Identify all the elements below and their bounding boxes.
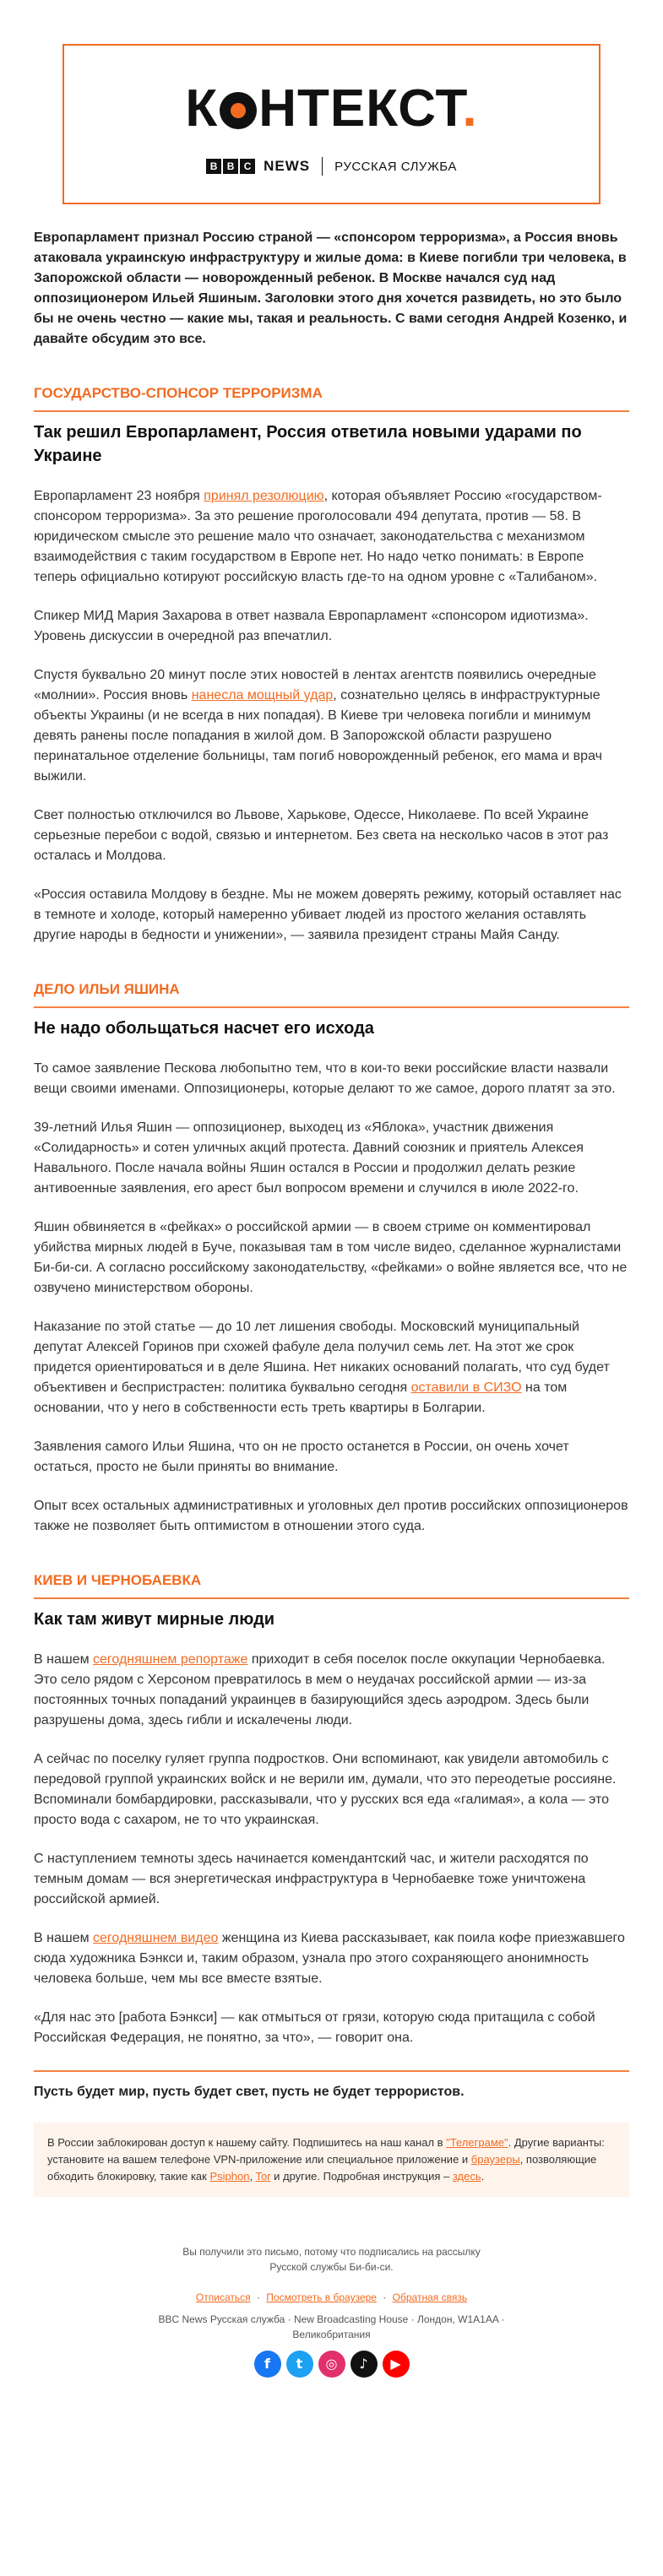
text: . Другие варианты: установите на вашем телефоне VPN-приложение или специальное приложение и [47, 2136, 605, 2166]
blocking-notice [34, 2123, 629, 2197]
intro-text: Европарламент признал Россию страной — «спонсором терроризма», а Россия вновь атаковала украинскую инфраструктуру и жилые дома: в Киеве погибли три человека, в Запорожской области — новорожденный ребенок. В Москве начался суд над оппозиционером Ильей Яшиным. Заголовки этого дня хочется развидеть, но это было бы не очень честно — какие мы, такая и реальность. С вами сегодня Андрей Козенко, и давайте обсудим это все. [34, 230, 628, 346]
unsubscribe-link[interactable]: Отписаться [195, 2291, 251, 2303]
paragraph: Яшин обвиняется в «фейках» о российской армии — в своем стриме он комментировал убийства мирных людей в Буче, показывая там в том числе видео, сделанное журналистами Би-би-си. А согласно российскому законодательству, «фейками» о войне является все, что не озвучено министерством обороны. [34, 1220, 628, 1295]
text: на том основании, что у него в собственности есть треть квартиры в Болгарии. [34, 1380, 568, 1415]
text: и другие. Подробная инструкция – [270, 2170, 453, 2183]
text: , которая объявляет Россию «государством-спонсором терроризма». За это решение проголосовали 494 депутата, против — 58. В юридическом смысле это решение мало что означает, законодательства с механизмом взаимодействия с таким государством в Европе нет. Но надо четко понимать: в Европе теперь официально котируют российскую власть где-то на одном уровне с «Талибаном». [34, 489, 602, 584]
psiphon-link[interactable]: Psiphon [209, 2170, 250, 2183]
paragraph: То самое заявление Пескова любопытно тем, что в кои-то веки российские власти назвали вещи своими именами. Оппозиционеры, которые делают то же самое, дорого платят за это. [34, 1061, 616, 1096]
video-link[interactable]: сегодняшнем видео [93, 1931, 219, 1945]
bbc-blocks-logo [206, 159, 255, 174]
footer [0, 2244, 663, 2411]
newsletter-page [0, 44, 663, 2411]
telegram-link[interactable]: "Телеграме" [446, 2136, 508, 2149]
kontekst-logo [64, 81, 599, 137]
subscription-reason: Вы получили это письмо, потому что подписались на рассылку Русской службы Би-би-си. [182, 2246, 481, 2273]
paragraph: Опыт всех остальных административных и уголовных дел против российских оппозиционеров также не позволяет быть оптимистом в отношении этого суда. [34, 1499, 628, 1533]
section-label: ГОСУДАРСТВО-СПОНСОР ТЕРРОРИЗМА [34, 385, 323, 401]
text: женщина из Киева рассказывает, как поила кофе приезжавшего сюда художника Бэнкси и, таким образом, узнала про этого сохраняющего анонимность человека больше, чем мы все вместе взятые. [34, 1931, 625, 1986]
section-terror-sponsor [0, 383, 663, 946]
tiktok-icon[interactable]: ♪ [351, 2351, 378, 2378]
report-link[interactable]: сегодняшнем репортаже [93, 1652, 248, 1667]
section-divider [34, 1006, 629, 1008]
paragraph [34, 1928, 629, 1989]
paragraph: Спикер МИД Мария Захарова в ответ назвала Европарламент «спонсором идиотизма». Уровень дискуссии в очередной раз впечатлил. [34, 609, 589, 643]
closing-divider [34, 2070, 629, 2072]
paragraph: 39-летний Илья Яшин — оппозиционер, выходец из «Яблока», участник движения «Солидарность» и сотен уличных акций протеста. Давний союзник и приятель Алексея Навального. После начала войны Яшин остался в России и продолжил делать резкие антивоенные заявления, его арест был вопросом времени и случился в июле 2022-го. [34, 1120, 584, 1196]
text: , сознательно целясь в инфраструктурные объекты Украины (и не всегда в них попадая). В Киеве три человека погибли и минимум девять ранены после попадания в жилой дом. В Запорожской области разрушено перинатальное отделение больницы, там погиб новорожденный ребенок, его мама и врач выжили. [34, 688, 602, 784]
section-label: КИЕВ И ЧЕРНОБАЕВКА [34, 1572, 202, 1588]
bbc-russian-logo [64, 157, 599, 176]
browsers-link[interactable]: браузеры [470, 2153, 520, 2166]
footer-separator: · [383, 2291, 387, 2303]
paragraph: «Россия оставила Молдову в бездне. Мы не можем доверять режиму, который оставляет нас в темноте и холоде, который намеренно убивает людей из простого желания оставлять другие народы в бедности и унижении», — заявила президент страны Майя Санду. [34, 887, 622, 942]
text: Спустя буквально 20 минут после этих новостей в лентах агентств появились очередные «молнии». Россия вновь [34, 668, 596, 702]
social-icons [0, 2351, 663, 2411]
twitter-icon[interactable]: t [286, 2351, 313, 2378]
bbc-block-c: C [240, 159, 255, 174]
text: приходит в себя поселок после оккупации Чернобаевка. Это село рядом с Херсоном превратилось в мем о неудачах российской армии — из-за постоянных точных попаданий украинцев в базирующийся здесь аэродром. Здесь были разрушены дома, здесь гибли и искалечены люди. [34, 1652, 606, 1727]
paragraph: А сейчас по поселку гуляет группа подростков. Они вспоминают, как увидели автомобиль с передовой группой украинских войск и не верили им, думали, что это переодетые россияне. Вспоминали бомбардировки, рассказывали, что у русских вся еда «галимая», а кола — это просто вода с сахаром, не то что украинская. [34, 1752, 617, 1827]
section-title: Так решил Европарламент, Россия ответила новыми ударами по Украине [34, 423, 582, 465]
paragraph: Свет полностью отключился во Львове, Харькове, Одессе, Николаеве. По всей Украине серьезные перебои с водой, связью и интернетом. Без света на несколько часов в этот раз осталась и Молдова. [34, 808, 609, 863]
section-divider [34, 410, 629, 412]
text: В России заблокирован доступ к нашему сайту. Подпишитесь на наш канал в [47, 2136, 447, 2149]
bbc-block-b2: B [223, 159, 238, 174]
text: В нашем [34, 1652, 94, 1667]
section-title: Как там живут мирные люди [34, 1610, 275, 1629]
text: Европарламент 23 ноября [34, 489, 204, 503]
footer-links [0, 2290, 663, 2305]
logo-letters: НТЕКСТ [258, 79, 463, 138]
paragraph [34, 486, 629, 588]
facebook-icon[interactable]: f [254, 2351, 281, 2378]
youtube-icon[interactable]: ▶ [383, 2351, 410, 2378]
tor-link[interactable]: Tor [255, 2170, 271, 2183]
strike-link[interactable]: нанесла мощный удар [191, 688, 334, 702]
text: , позволяющие обходить блокировку, такие как [47, 2153, 597, 2183]
section-kyiv-chornobaivka [0, 1570, 663, 2048]
paragraph [34, 665, 629, 787]
bbc-block-b1: B [206, 159, 221, 174]
text: Наказание по этой статье — до 10 лет лишения свободы. Московский муниципальный депутат Алексей Горинов при схожей фабуле дела получил семь лет. На этот же срок придется ориентироваться и в деле Яшина. Нет никаких оснований полагать, что суд будет объективен и беспристрастен: политика буквально сегодня [34, 1320, 610, 1395]
paragraph [34, 1650, 629, 1731]
instagram-icon[interactable]: ◎ [318, 2351, 345, 2378]
section-divider [34, 1597, 629, 1599]
header-logo-box [62, 44, 601, 204]
resolution-link[interactable]: принял резолюцию [204, 489, 324, 503]
logo-letter-k: К [185, 79, 219, 138]
section-yashin-case [0, 979, 663, 1537]
footer-separator: · [256, 2291, 260, 2303]
paragraph [34, 1317, 629, 1418]
closing-line: Пусть будет мир, пусть будет свет, пусть не будет террористов. [34, 2085, 465, 2099]
sizo-link[interactable]: оставили в СИЗО [410, 1380, 522, 1395]
section-title: Не надо обольщаться насчет его исхода [34, 1019, 374, 1038]
text: . [481, 2170, 485, 2183]
logo-period: . [462, 79, 478, 138]
text: , [249, 2170, 256, 2183]
paragraph: Заявления самого Ильи Яшина, что он не просто останется в России, он очень хочет остаться, просто не были приняты во внимание. [34, 1440, 569, 1474]
russian-service-word: РУССКАЯ СЛУЖБА [334, 159, 457, 174]
instructions-link[interactable]: здесь [452, 2170, 481, 2183]
paragraph: «Для нас это [работа Бэнкси] — как отмыться от грязи, которую сюда притащила с собой Российская Федерация, не понятно, за что», — говорит она. [34, 2010, 595, 2045]
paragraph: С наступлением темноты здесь начинается комендантский час, и жители расходятся по темным домам — вся энергетическая инфраструктура в Чернобаевке тоже уничтожена российской армией. [34, 1852, 589, 1906]
text: В нашем [34, 1931, 94, 1945]
section-label: ДЕЛО ИЛЬИ ЯШИНА [34, 981, 180, 997]
feedback-link[interactable]: Обратная связь [392, 2291, 468, 2303]
logo-o-dot-icon [220, 92, 257, 129]
bbc-news-word: NEWS [264, 158, 311, 174]
logo-divider [322, 157, 323, 176]
view-in-browser-link[interactable]: Посмотреть в браузере [266, 2291, 377, 2303]
footer-address: BBC News Русская служба · New Broadcasting House · Лондон, W1A1AA · Великобритания [158, 2313, 505, 2340]
